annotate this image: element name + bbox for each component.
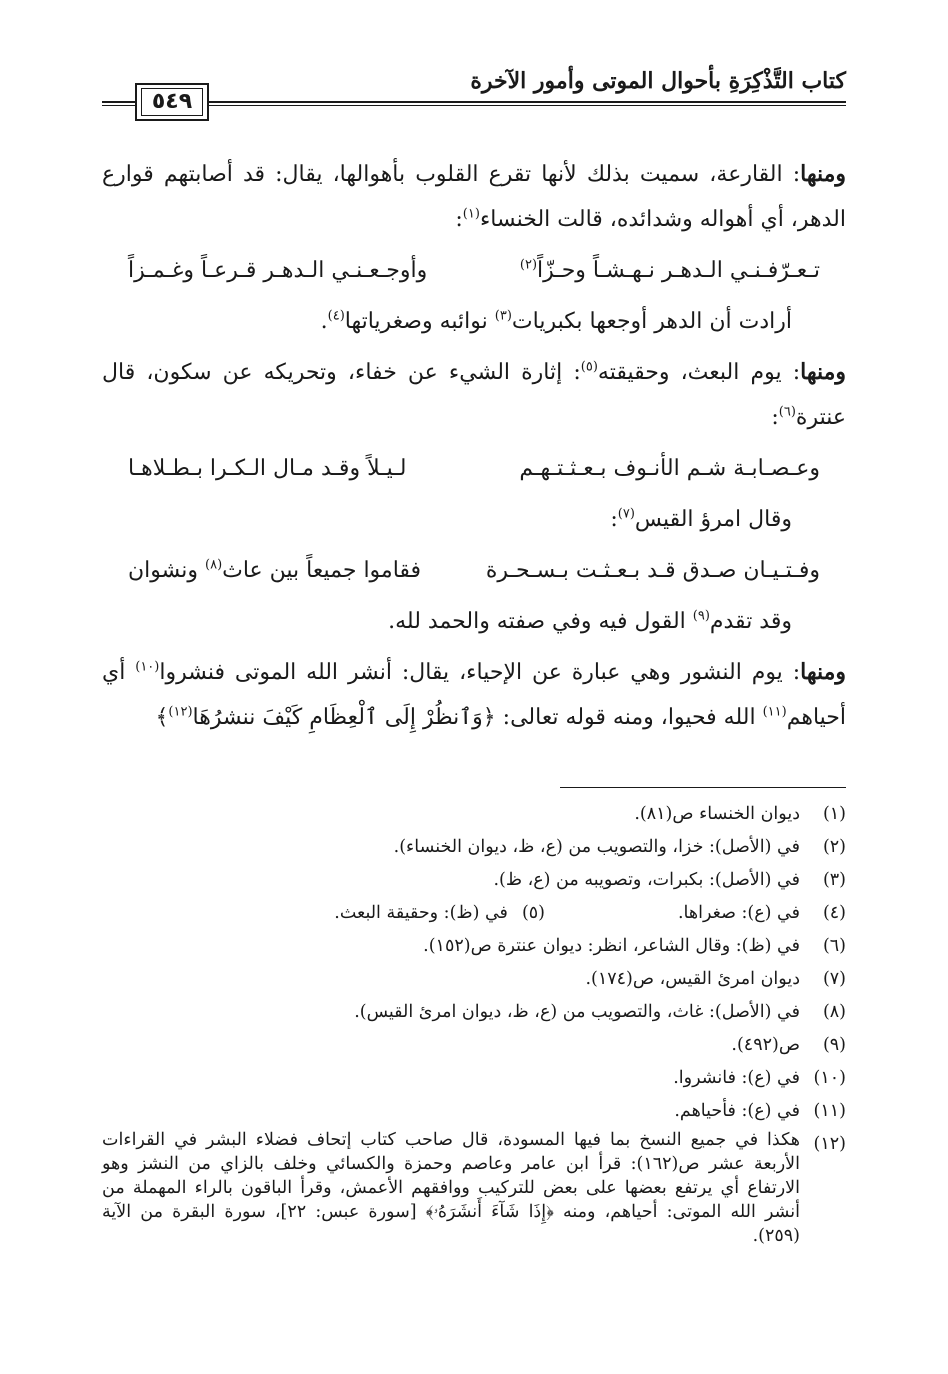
footnote-6 [102,930,846,963]
paragraph-imru-qais [102,497,846,542]
verse-khansa [102,248,846,293]
paragraph-text: القول فيه وفي صفته والحمد لله. [388,609,693,634]
footnote-ref[interactable]: (٧) [617,506,635,522]
footnote-number: (٤) [822,903,846,923]
footnote-text: ديوان الخنساء ص(٨١). [634,804,800,824]
footnote-text: هكذا في جميع النسخ بما فيها المسودة، قال صاحب كتاب إتحاف فضلاء البشر في القراءات الأربعة عشر ص(١٦٢): قرأ ابن عامر وعاصم وحمزة والكسائي وخلف بالزاي من النشز وهو الارتفاع أي يرتفع بعضها على بعض للتركيب ووافقهم الأعمش، وقرأ الباقون بالراء المهملة من أنشر الله الموتى: أحياهم، ومنه ﴿إِذَا شَآءَ أَنشَرَهُۥ﴾ [سورة عبس: ٢٢]، سورة البقرة من الآية (٢٥٩). [102,1130,800,1246]
paragraph-text: : [610,507,618,532]
paragraph-text: وقال امرؤ القيس [634,507,792,532]
verse-second-hemistich [128,548,421,593]
footnote-7 [102,963,846,996]
paragraph-qariah [102,152,846,242]
footnote-ref[interactable]: (٣) [494,308,512,324]
verse-imru-qais [102,548,846,593]
paragraph-explanation [102,299,846,344]
paragraph-text: أرادت أن الدهر أوجعها بكبريات [511,309,792,334]
verse-text: تـعـرّفـنـي الـدهـر نـهـشـاً وحـزّاً [537,258,820,283]
paragraph-lead: ومنها [800,659,846,685]
paragraph-text: : القارعة، سميت بذلك لأنها تقرع القلوب بأهوالها، يقال: قد أصابتهم قوارع الدهر، أي أهواله وشدائده، قالت الخنساء [102,162,846,232]
footnote-ref[interactable]: (١١) [762,704,787,720]
paragraph-nushur [102,650,846,740]
footnote-number: (١٢) [813,1134,846,1154]
footnote-text: في (الأصل): بكبرات، وتصويبه من (ع، ظ). [493,870,800,890]
verse-second-hemistich: وأوجـعـنـي الـدهـر قـرعـاً وغـمـزاً [128,258,428,283]
footnote-number: (٩) [822,1035,846,1055]
footnote-text: في (ظ): وحقيقة البعث. [334,903,508,923]
footnote-ref[interactable]: (١٠) [135,659,160,675]
verse-first-hemistich: وعـصـابـة شـم الأنـوف بـعـثـتـهـم [519,456,820,481]
footnote-number: (٦) [822,936,846,956]
footnote-9 [102,1029,846,1062]
footnote-text: ص(٤٩٢). [731,1035,800,1055]
main-text [102,152,846,746]
footnote-3 [102,864,846,897]
footnote-text: في (ع): فانشروا. [673,1068,800,1088]
footnote-number: (١) [822,804,846,824]
paragraph-text: وقد تقدم [709,609,792,634]
footnote-2 [102,831,846,864]
footnote-number: (٨) [822,1002,846,1022]
footnote-text: في (ع): صغراها. [677,903,800,923]
footnote-ref[interactable]: (٤) [327,308,345,324]
paragraph-lead: ومنها [800,161,846,187]
footnote-number: (٢) [822,837,846,857]
footnote-number: (٥) [521,903,545,923]
footnote-ref[interactable]: (٥) [580,359,598,375]
footnote-ref[interactable]: (٢) [519,257,538,273]
footnotes-section [102,798,846,1248]
footnote-text: في (ع): فأحياهم. [674,1101,800,1121]
footnote-11 [102,1095,846,1128]
paragraph-text: : [455,207,463,232]
quran-quote: الله فحيوا، ومنه قوله تعالى: ﴿وَٱنظُرْ إِلَى ٱلْعِظَامِ كَيْفَ ننشرُهَا [192,705,763,730]
footnote-separator [560,787,846,788]
footnote-text: في (ظ): وقال الشاعر، انظر: ديوان عنترة ص(١٥٢). [423,936,800,956]
footnote-text: ديوان امرئ القيس، ص(١٧٤). [585,969,800,989]
footnote-number: (٧) [822,969,846,989]
quran-bracket: ﴾ [155,705,169,730]
footnote-number: (١٠) [813,1068,846,1088]
verse-second-hemistich: لـيـلاً وقـد مـال الـكـرا بـطـلاهـا [128,456,407,481]
footnote-4-5 [102,897,846,930]
footnote-ref[interactable]: (١) [462,206,480,222]
verse-first-hemistich: وفـتـيـان صـدق قـد بـعـثـت بـسـحـرة [485,558,820,583]
footnote-number: (١١) [813,1101,846,1121]
footnote-10 [102,1062,846,1095]
paragraph-text: . [320,309,328,334]
paragraph-text: : يوم النشور وهي عبارة عن الإحياء، يقال: أنشر الله الموتى فنشروا [159,660,801,685]
footnote-ref[interactable]: (١٢) [168,704,193,720]
footnote-text: في (الأصل): غاث، والتصويب من (ع، ظ، ديوان امرئ القيس). [354,1002,800,1022]
verse-first-hemistich [520,248,820,293]
paragraph-baath [102,350,846,440]
footnote-8 [102,996,846,1029]
footnote-1 [102,798,846,831]
verse-text: ونشوان [128,558,205,583]
page-number-text: ٥٤٩ [151,89,193,114]
running-title: كتاب التَّذْكِرَةِ بأحوال الموتى وأمور الآخرة [470,68,846,94]
header-rule [102,101,846,103]
footnote-ref[interactable]: (٨) [205,557,223,573]
paragraph-text: أي أحياهم [102,660,846,730]
footnote-5 [334,897,545,930]
paragraph-text: : إثارة الشيء عن خفاء، وتحريكه عن سكون، قال عنترة [102,360,846,430]
paragraph-previous [102,599,846,644]
header-rule-thin [102,105,846,106]
paragraph-text: : [771,405,779,430]
page-number [135,83,209,121]
verse-antara [102,446,846,491]
footnote-12 [102,1128,846,1248]
footnote-ref[interactable]: (٦) [778,404,796,420]
paragraph-text: : يوم البعث، وحقيقته [597,360,801,385]
verse-text: فقاموا جميعاً بين عاث [222,558,422,583]
paragraph-lead: ومنها [800,359,846,385]
footnote-text: في (الأصل): خزا، والتصويب من (ع، ظ، ديوان الخنساء). [393,837,800,857]
footnote-number: (٣) [822,870,846,890]
paragraph-text: نوائبه وصغرياتها [344,309,495,334]
footnote-ref[interactable]: (٩) [692,608,710,624]
